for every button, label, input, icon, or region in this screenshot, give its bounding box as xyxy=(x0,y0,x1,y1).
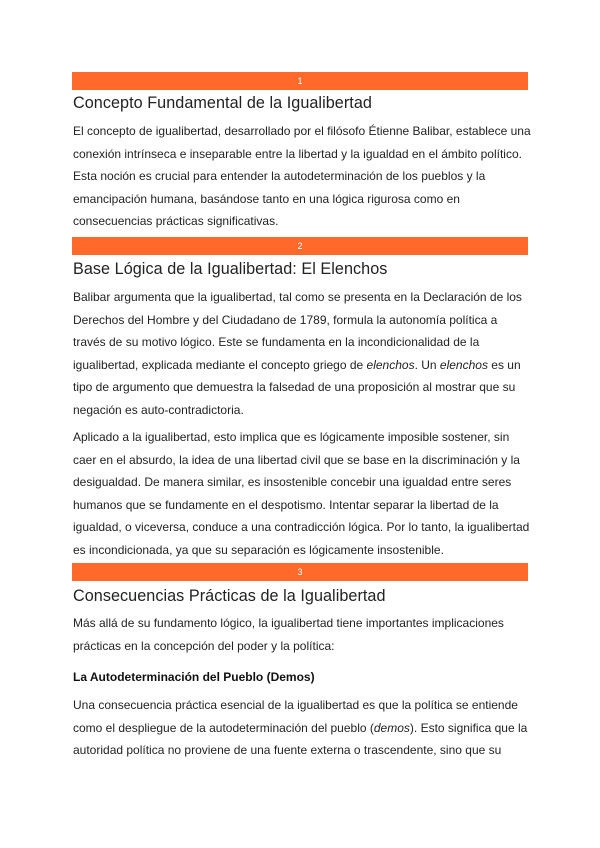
section-heading: Concepto Fundamental de la Igualibertad xyxy=(73,94,372,112)
section-number-bar xyxy=(72,237,528,255)
section-number-bar xyxy=(72,72,528,90)
text-run: . Un xyxy=(414,357,440,372)
emphasis-term: elenchos xyxy=(439,357,488,372)
section-heading: Consecuencias Prácticas de la Igualibertad xyxy=(73,587,386,605)
text-run: Una consecuencia práctica esencial de la igualibertad es que la política se entiende como el despliegue de la autodeterminación del pueblo ( xyxy=(73,698,518,735)
paragraph: El concepto de igualibertad, desarrollado por el filósofo Étienne Balibar, establece una conexión intrínseca e inseparable entre la libertad y la igualdad en el ámbito político. Esta noción es crucial para entender la autodeterminación de los pueblos y la emancipación humana, basándose tanto en una lógica rigurosa como en consecuencias prácticas significativas. xyxy=(73,124,531,229)
text-run: es un tipo de argumento que demuestra la falsedad de una proposición al mostrar que su negación es auto-contradictoria. xyxy=(73,357,521,417)
section-number: 1 xyxy=(297,76,303,86)
section-number-bar xyxy=(72,563,528,581)
paragraph xyxy=(73,694,531,762)
text-run: ). Esto significa que la autoridad política no proviene de una fuente externa o trascendente, sino que su xyxy=(73,720,528,758)
emphasis-term: elenchos xyxy=(366,357,415,372)
paragraph: Aplicado a la igualibertad, esto implica que es lógicamente imposible sostener, sin caer en el absurdo, la idea de una libertad civil que se base en la discriminación y la desigualdad. De manera similar, es insostenible concebir una igualdad entre seres humanos que se fundamente en el despotismo. Intentar separar la libertad de la igualdad, o viceversa, conduce a una contradicción lógica. Por lo tanto, la igualibertad es incondicionada, ya que su separación es lógicamente insostenible. xyxy=(73,430,530,557)
subsection-heading: La Autodeterminación del Pueblo (Demos) xyxy=(73,670,315,684)
text-run: Balibar argumenta que la igualibertad, tal como se presenta en la Declaración de los Derechos del Hombre y del Ciudadano de 1789, formula la autonomía política a través de su motivo lógico. Este se fundamenta en la incondicionalidad de la igualibertad, explicada mediante el concepto griego de xyxy=(73,290,522,372)
emphasis-term: demos xyxy=(373,720,410,735)
section-number: 3 xyxy=(297,567,303,577)
section-heading: Base Lógica de la Igualibertad: El Elenchos xyxy=(73,260,388,278)
paragraph: Más allá de su fundamento lógico, la igualibertad tiene importantes implicaciones prácticas en la concepción del poder y la política: xyxy=(73,616,504,653)
paragraph xyxy=(73,286,531,422)
section-number: 2 xyxy=(297,241,303,251)
